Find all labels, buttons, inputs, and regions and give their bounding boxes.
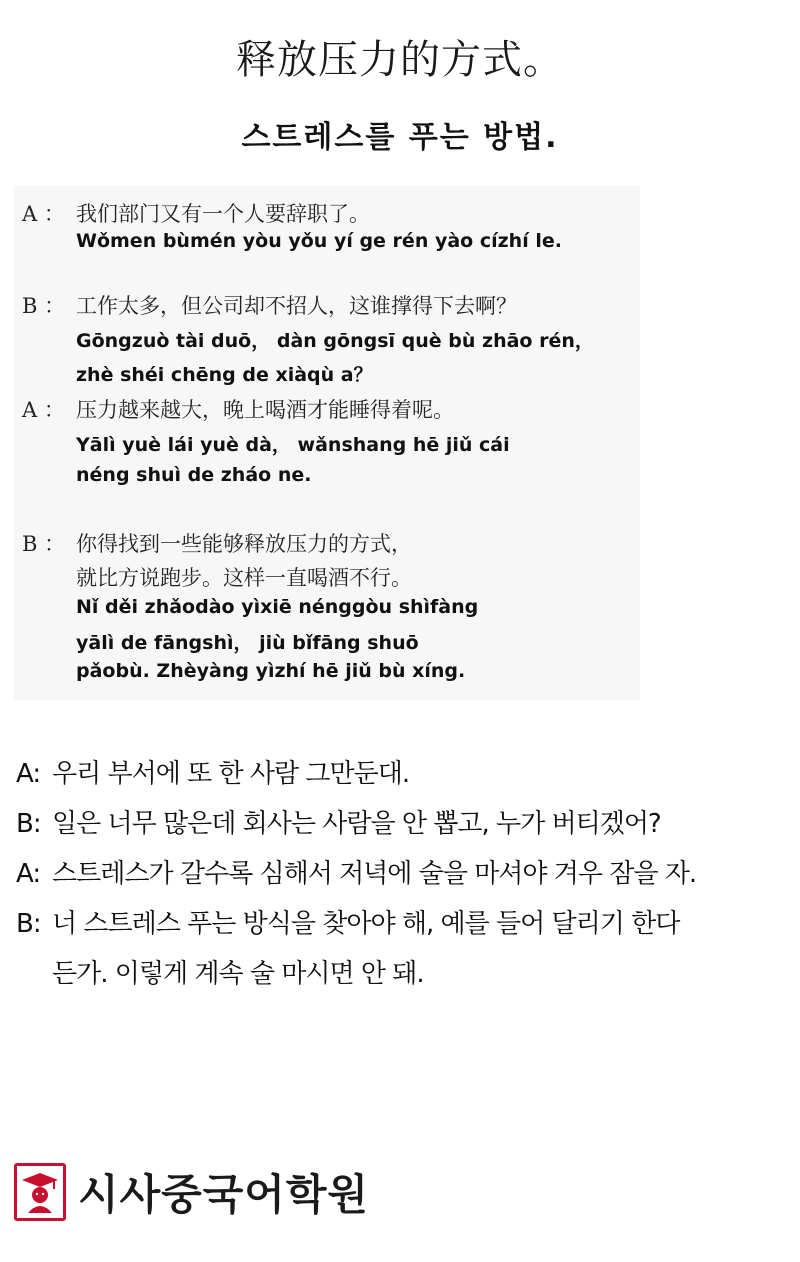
pinyin-line: yālì de fāngshì， jiù bǐfāng shuō xyxy=(76,632,419,654)
chinese-line: 压力越来越大，晚上喝酒才能睡得着呢。 xyxy=(76,398,454,422)
chinese-line: 你得找到一些能够释放压力的方式， xyxy=(76,532,412,556)
graduate-cap-emblem-icon xyxy=(14,1163,66,1221)
speaker-label: A ： xyxy=(22,398,65,422)
korean-line xyxy=(16,853,696,890)
chinese-line: 工作太多，但公司却不招人，这谁撑得下去啊？ xyxy=(76,294,517,318)
korean-text: 우리 부서에 또 한 사람 그만둔대. xyxy=(52,759,410,789)
korean-text: 너 스트레스 푸는 방식을 찾아야 해, 예를 들어 달리기 한다 xyxy=(52,909,680,939)
pinyin-line: Gōngzuò tài duō， dàn gōngsī què bù zhāo rén， xyxy=(76,330,594,352)
korean-text: 든가. 이렇게 계속 술 마시면 안 돼. xyxy=(52,959,424,989)
pinyin-line: zhè shéi chēng de xiàqù a？ xyxy=(76,364,373,386)
pinyin-line: néng shuì de zháo ne. xyxy=(76,464,312,486)
korean-line xyxy=(16,753,409,790)
pinyin-line: Wǒmen bùmén yòu yǒu yí ge rén yào cízhí le. xyxy=(76,230,562,252)
korean-speaker-label: A: xyxy=(16,859,41,889)
korean-speaker-label: B: xyxy=(16,809,41,839)
academy-logo xyxy=(14,1162,369,1222)
korean-speaker-label: B: xyxy=(16,909,41,939)
dialogue-box xyxy=(14,186,640,700)
korean-line xyxy=(16,903,679,940)
korean-line xyxy=(16,953,424,990)
korean-text: 일은 너무 많은데 회사는 사람을 안 뽑고, 누가 버티겠어? xyxy=(52,809,661,839)
korean-speaker-label: A: xyxy=(16,759,41,789)
speaker-label: A ： xyxy=(22,202,65,226)
korean-line xyxy=(16,803,661,840)
korean-text: 스트레스가 갈수록 심해서 저녁에 술을 마셔야 겨우 잠을 자. xyxy=(52,859,697,889)
speaker-label: B ： xyxy=(22,532,66,556)
chinese-line: 就比方说跑步。这样一直喝酒不行。 xyxy=(76,566,412,590)
title-korean: 스트레스를 푸는 방법. xyxy=(241,120,559,155)
pinyin-line: Yālì yuè lái yuè dà， wǎnshang hē jiǔ cái xyxy=(76,434,510,456)
title-chinese: 释放压力的方式。 xyxy=(236,37,564,83)
pinyin-line: pǎobù. Zhèyàng yìzhí hē jiǔ bù xíng. xyxy=(76,660,466,682)
pinyin-line: Nǐ děi zhǎodào yìxiē nénggòu shìfàng xyxy=(76,596,479,618)
speaker-label: B ： xyxy=(22,294,66,318)
academy-name: 시사중국어학원 xyxy=(78,1170,370,1219)
chinese-line: 我们部门又有一个人要辞职了。 xyxy=(76,202,370,226)
